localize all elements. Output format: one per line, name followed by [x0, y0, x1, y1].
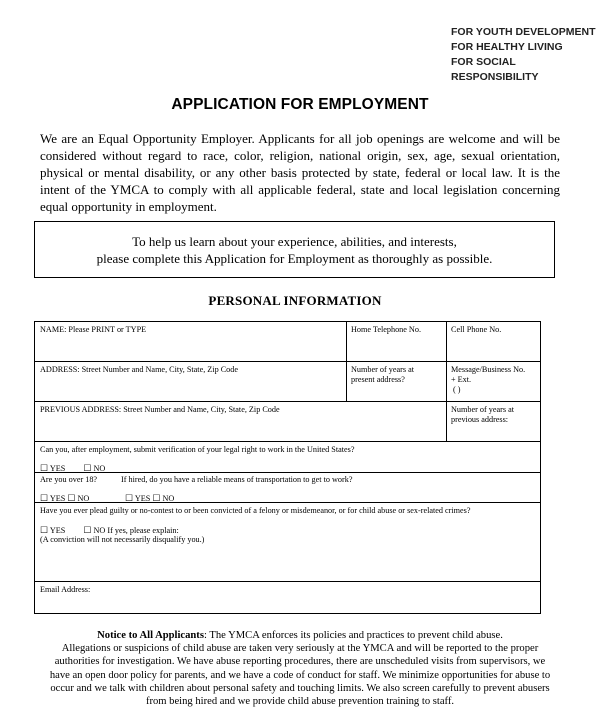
- transport-yes-label: YES: [134, 494, 151, 503]
- legal-right-question: Can you, after employment, submit verification of your legal right to work in the United States?: [40, 445, 355, 454]
- felony-explanation-area[interactable]: [40, 544, 535, 578]
- name-label: NAME: Please PRINT or TYPE: [40, 325, 147, 334]
- transport-no-label: NO: [162, 494, 175, 503]
- checkbox-icon[interactable]: ☐: [40, 525, 49, 535]
- cell-phone-label: Cell Phone No.: [451, 325, 502, 334]
- notice-line-3: authorities for investigation. We have abuse reporting procedures, there are unscheduled visits from supervisors, we: [54, 656, 546, 668]
- tagline-block: [451, 25, 600, 85]
- felony-yes-label: YES: [49, 526, 66, 535]
- notice-line-4: have an open door policy for parents, and we have a code of conduct for staff. We minimize opportunities for abuse to: [49, 669, 551, 681]
- notice-line-6: from being hired and we provide child abuse prevention training to staff.: [145, 696, 455, 708]
- row-divider: [35, 472, 540, 473]
- message-label-2: + Ext.: [451, 375, 472, 384]
- message-label-1: Message/Business No.: [451, 365, 526, 374]
- notice-paragraph: [30, 629, 570, 708]
- col-divider: [446, 322, 447, 441]
- message-label-3: ( ): [453, 385, 461, 394]
- message-phone-field[interactable]: [451, 365, 525, 395]
- address-field[interactable]: [40, 365, 238, 375]
- email-label: Email Address:: [40, 585, 91, 594]
- checkbox-icon[interactable]: ☐: [83, 463, 92, 473]
- years-present-label-2: present address?: [351, 375, 405, 384]
- email-field[interactable]: [40, 585, 90, 595]
- intro-paragraph: We are an Equal Opportunity Employer. Applicants for all job openings are welcome and will be considered without regard to race, color, religion, national origin, sex, age, sexual orientation, physical or mental disability, or any other basis protected by state, federal or local law. It is the intent of the YMCA to comply with all applicable federal, state and local legislation concerning equal opportunity in employment.: [40, 131, 560, 214]
- checkbox-icon[interactable]: ☐: [125, 493, 134, 503]
- checkbox-icon[interactable]: ☐: [83, 525, 92, 535]
- notice-line-1: : The YMCA enforces its policies and practices to prevent child abuse.: [203, 630, 503, 641]
- row-divider: [35, 502, 540, 503]
- over-18-question: Are you over 18?: [40, 475, 98, 484]
- tagline-youth: FOR YOUTH DEVELOPMENT: [451, 26, 596, 38]
- home-phone-label: Home Telephone No.: [351, 325, 421, 334]
- page-title: APPLICATION FOR EMPLOYMENT: [171, 96, 429, 113]
- over18-no-label: NO: [77, 494, 90, 503]
- col-divider: [346, 322, 347, 401]
- checkbox-icon[interactable]: ☐: [67, 493, 76, 503]
- years-previous-label-2: previous address:: [451, 415, 509, 424]
- address-label: ADDRESS: Street Number and Name, City, State, Zip Code: [40, 365, 238, 374]
- help-box: [34, 221, 555, 278]
- help-line-2: please complete this Application for Employment as thoroughly as possible.: [96, 251, 493, 266]
- row-divider: [35, 581, 540, 582]
- transport-question: If hired, do you have a reliable means of transportation to get to work?: [121, 475, 353, 484]
- legal-yes-label: YES: [49, 464, 66, 473]
- checkbox-icon[interactable]: ☐: [152, 493, 161, 503]
- row-divider: [35, 361, 540, 362]
- row-divider: [35, 401, 540, 402]
- notice-heading: Notice to All Applicants: [97, 630, 204, 641]
- tagline-healthy: FOR HEALTHY LIVING: [451, 41, 563, 53]
- help-line-1: To help us learn about your experience, abilities, and interests,: [132, 234, 457, 249]
- years-present-field[interactable]: [351, 365, 414, 385]
- years-present-label-1: Number of years at: [351, 365, 414, 374]
- cell-phone-field[interactable]: [451, 325, 501, 335]
- legal-no-label: NO: [93, 464, 106, 473]
- previous-address-label: PREVIOUS ADDRESS: Street Number and Name, City, State, Zip Code: [40, 405, 280, 414]
- over-18-options: [40, 493, 89, 504]
- years-previous-label-1: Number of years at: [451, 405, 514, 414]
- notice-line-5: occur and we talk with children about personal safety and touching limits. We also screen carefully to prevent abusers: [50, 682, 550, 694]
- name-field[interactable]: [40, 325, 146, 335]
- personal-info-form: [34, 321, 541, 614]
- checkbox-icon[interactable]: ☐: [40, 493, 49, 503]
- felony-no-explain-label: NO If yes, please explain:: [93, 526, 179, 535]
- felony-question: Have you ever plead guilty or no-contest to or been convicted of a felony or misdemeanor, or for child abuse or sex-related crimes?: [40, 506, 471, 515]
- years-previous-field[interactable]: [451, 405, 514, 425]
- notice-line-2: Allegations or suspicions of child abuse are taken very seriously at the YMCA and will be reported to the proper: [61, 643, 539, 655]
- section-title: PERSONAL INFORMATION: [208, 293, 382, 308]
- legal-right-options: [40, 463, 105, 474]
- row-divider: [35, 441, 540, 442]
- tagline-social: FOR SOCIAL RESPONSIBILITY: [451, 56, 539, 83]
- home-phone-field[interactable]: [351, 325, 421, 335]
- previous-address-field[interactable]: [40, 405, 280, 415]
- conviction-note: (A conviction will not necessarily disqualify you.): [40, 535, 205, 544]
- checkbox-icon[interactable]: ☐: [40, 463, 49, 473]
- over18-yes-label: YES: [49, 494, 66, 503]
- transport-options: [125, 493, 174, 504]
